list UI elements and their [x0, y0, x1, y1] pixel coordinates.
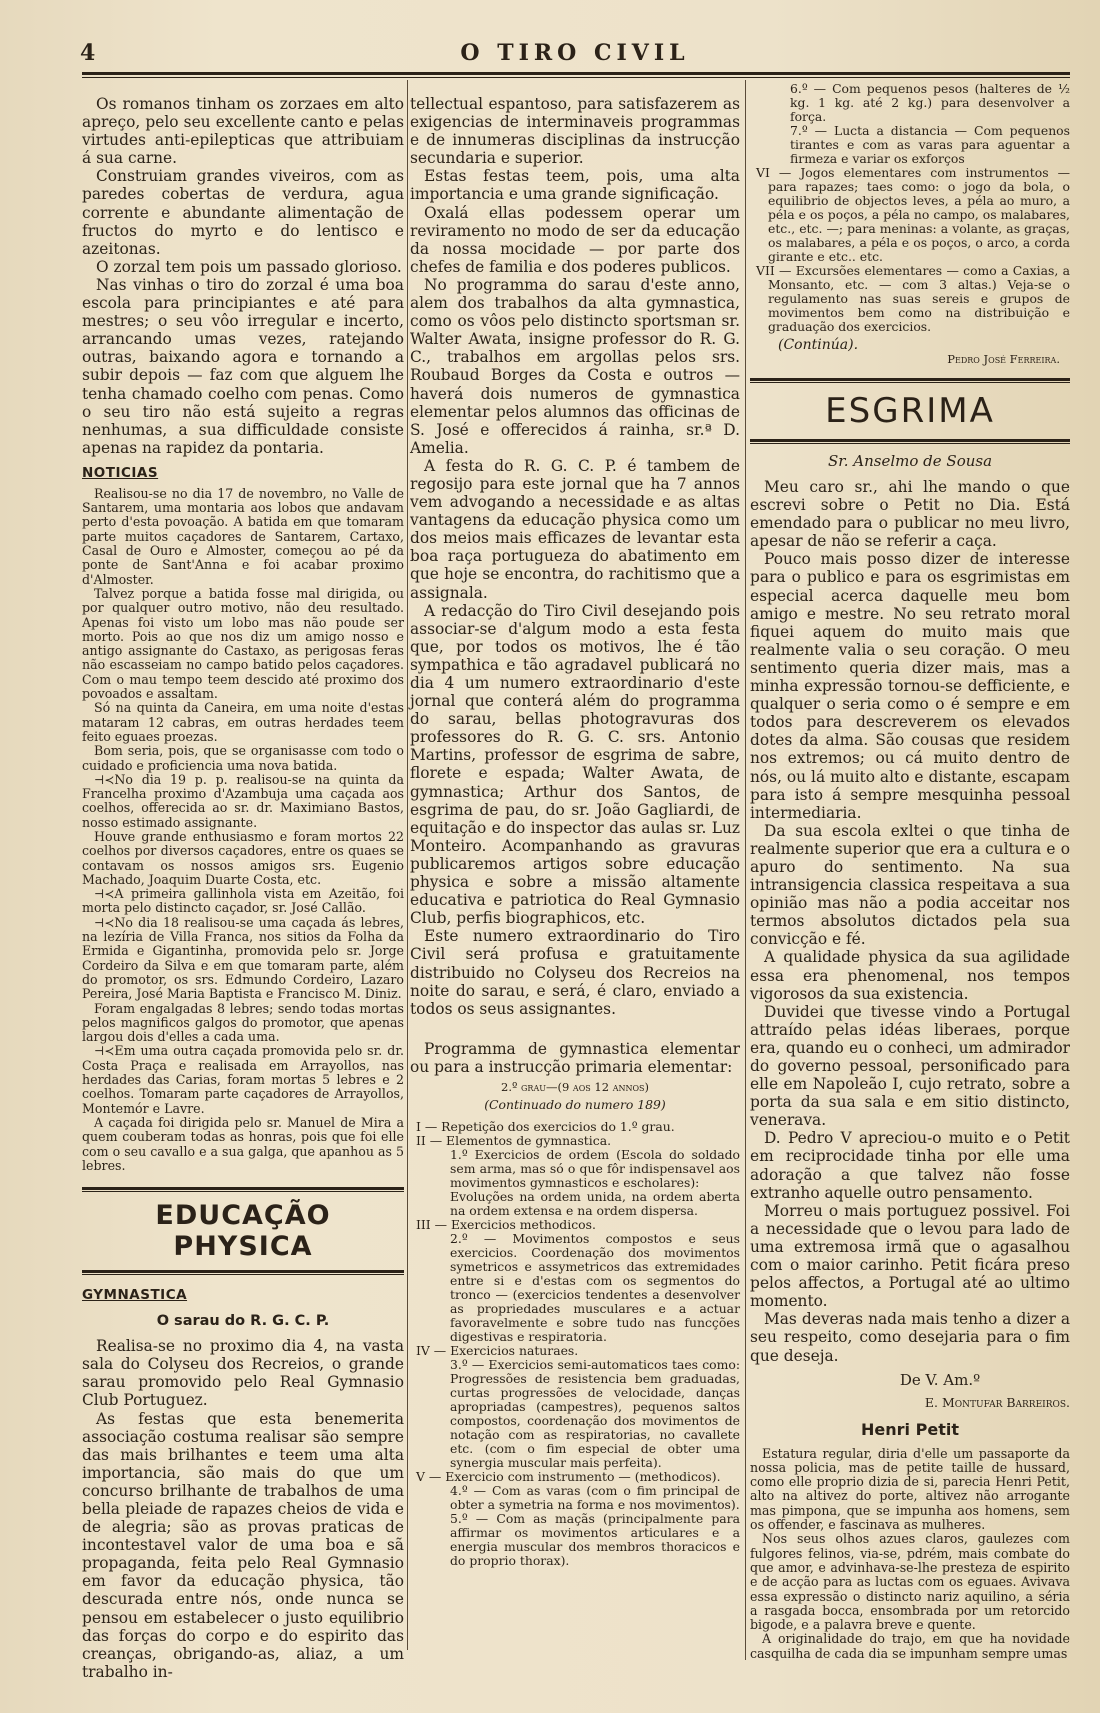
paragraph: O zorzal tem pois um passado glorioso.: [96, 257, 402, 276]
column-1: [82, 95, 404, 1681]
programme-item: 7.º — Lucta a distancia — Com pequenos tirantes e com as varas para aguentar a firmeza e variar os exforços: [790, 123, 1070, 166]
item-marker-icon: ⊣≺: [94, 772, 115, 787]
paragraph: As festas que esta benemerita associação costuma realisar são sempre das mais brilhantes e teem uma alta importancia, são mais do que um concurso brilhante de trabalhos de uma bella pleiade de rapazes cheios de vida e de alegria; são as provas praticas de incontestavel valor de uma boa e sã propaganda, feita pelo Real Gymnasio em favor da educação physica, tão descurada entre nós, onde nunca se pensou em estabelecer o justo equilibrio das forças do corpo e do espirito das creanças, obrigando-as, aliaz, a um trabalho in-: [82, 1409, 404, 1681]
programme-item: 3.º — Exercicios semi-automaticos taes como: Progressões de resistencia bem graduadas, curtas progressões de velocidade, danças apropriadas (campestres), pequenos saltos compostos, coordenação dos movimentos de notação com as respiratorias, no cavallete etc. (com o fim especial de obter uma synergia muscular mais perfeita).: [450, 1356, 740, 1470]
paragraph: Morreu o mais portuguez possivel. Foi a necessidade que o levou para lado de uma extremosa irmã que o agasalhou com o maior carinho. Petit ficára preso pelos affectos, a Portugal até ao ultimo momento.: [750, 1201, 1070, 1311]
programme: [410, 1080, 740, 1568]
paragraph: tellectual espantoso, para satisfazerem as exigencias de interminaveis programmas e de innumeras disciplinas da instrucção secundaria e superior.: [410, 95, 740, 168]
addressee: [750, 452, 1070, 470]
programme-item: 4.º — Com as varas (com o fim principal de obter a symetria na forma e nos movimentos).: [450, 1482, 740, 1512]
paragraph: Estatura regular, diria d'elle um passaporte da nossa policia, mas de petite taille de hussard, como elle proprio dizia de si, parecia Henri Petit, alto na altivez do porte, altivez não arrogante mas pimpona, que se impunha aos homens, sem os offender, e fascinava as mulheres.: [750, 1445, 1070, 1533]
column-divider-1: [407, 80, 408, 1650]
continued-note: (Continuado do numero 189): [484, 1096, 666, 1112]
closing: De V. Am.º: [899, 1370, 981, 1389]
news-item: A caçada foi dirigida pelo sr. Manuel de Mira a quem couberam todas as honras, pois que foi elle com o seu cavallo e a sua galga, que apanhou as 5 lebres.: [82, 1114, 404, 1173]
item-marker-icon: ⊣≺: [94, 1044, 115, 1059]
news-item: Realisou-se no dia 17 de novembro, no Valle de Santarem, uma montaria aos lobos que andavam perto d'esta povoação. A batida em que tomaram parte muitos caçadores de Santarem, Cartaxo, Casal de Ouro e Almoster, começou ao pé da ponte de Sant'Anna e foi acabar proximo d'Almoster.: [82, 485, 404, 587]
continua-text: (Continúa).: [778, 337, 859, 353]
news-item: Foram engalgadas 8 lebres; sendo todas mortas pelos magnificos galgos do promotor, que apenas largou dois d'elles a cada uma.: [82, 1000, 404, 1045]
paragraph: Nas vinhas o tiro do zorzal é uma boa escola para principiantes e até para mestres; o seu vôo irregular e incerto, arrancando umas vezes, ratejando outras, baixando agora e tornando a subir depois — faz com que alguem lhe tenha chamado coelho com penas. Como o seu tiro não está sujeito a regras nenhumas, a sua difficuldade consiste apenas na rapidez da pontaria.: [82, 275, 404, 457]
programme-item: I — Repetição dos exercicios do 1.º grau.: [416, 1118, 675, 1134]
news-item: Talvez porque a batida fosse mal dirigida, ou por qualquer outro motivo, não deu resultado. Apenas foi visto um lobo mas não poude ser morto. Pois ao que nos diz um amigo nosso e antigo assignante do Castaxo, as perigosas feras não escasseiam no campo batido pelos caçadores. Com o mau tempo teem descido até proximo dos povoados e assaltam.: [82, 585, 404, 702]
news-item: [82, 1044, 404, 1115]
paragraph: D. Pedro V apreciou-o muito e o Petit em reciprocidade tinha por elle uma adoração a que talvez não fosse extranho aquelle outro pensamento.: [750, 1129, 1070, 1202]
paragraph: Duvidei que tivesse vindo a Portugal attraído pelas idéas liberaes, porque era, quando eu o conheci, um admirador do governo pessoal, personificado para elle em Napoleão I, cujo retrato, sobre a porta da sua sala e em sitio distincto, venerava.: [750, 1002, 1070, 1130]
news-item: [82, 887, 404, 916]
section-rule: [82, 1270, 404, 1275]
page-number: 4: [80, 40, 96, 66]
column-3: [750, 81, 1070, 1661]
paragraph: Mas deveras nada mais tenho a dizer a seu respeito, como desejaria para o fim que deseja.: [750, 1310, 1070, 1365]
paragraph: A redacção do Tiro Civil desejando pois associar-se d'algum modo a esta festa que, por todos os motivos, lhe é tão sympathica e tão agradavel publicará no dia 4 um numero extraordinario d'este jornal que conterá além do programma do sarau, bellas photogravuras dos professores do R. G. C. srs. Antonio Martins, professor de esgrima de sabre, florete e espada; Walter Awata, de gymnastica; Arthur dos Santos, de esgrima de pau, do sr. João Gagliardi, de equitação e do inspector das aulas sr. Luz Monteiro. Acompanhando as gravuras publicaremos artigos sobre educação physica e sobre a missão altamente educativa e patriotica do Real Gymnasio Club, perfis biographicos, etc.: [410, 601, 740, 928]
news-item: Bom seria, pois, que se organisasse com todo o cuidado e proficiencia uma nova batida.: [82, 743, 404, 773]
news-item: Houve grande enthusiasmo e foram mortos 22 coelhos por diversos caçadores, entre os quaes se contavam os nossos amigos srs. Eugenio Machado, Joaquim Duarte Costa, etc.: [82, 829, 404, 887]
item-marker-icon: ⊣≺: [94, 915, 115, 930]
continua-note: [750, 338, 1070, 352]
news-text: No dia 19 p. p. realisou-se na quinta da Francelha proximo d'Azambuja uma caçada aos coelhos, offerecida ao sr. dr. Maximiano Bastos, nosso estimado assignante.: [82, 771, 404, 830]
signature: E. Montufar Barreiros.: [924, 1394, 1070, 1410]
programme-item: III — Exercicios methodicos.: [416, 1216, 596, 1232]
section-rule: [750, 439, 1070, 444]
programme-grade: 2.º grau—(9 aos 12 annos): [501, 1079, 649, 1094]
paragraph: Meu caro sr., ahi lhe mando o que escrevi sobre o Petit no Dia. Está emendado para o publicar no meu livro, apesar de não se referir a caça.: [750, 478, 1070, 551]
programme-item: VII — Excursões elementares — como a Caxias, a Monsanto, etc. — com 3 altas.) Veja-se o regulamento nas suas sereis e grupos de movimentos bem como na distribuição e graduação dos exercicios.: [756, 263, 1070, 334]
paragraph: Os romanos tinham os zorzaes em alto apreço, pelo seu excellente canto e pelas virtudes anti-epilepticas que attribuiam á sua carne.: [82, 95, 404, 168]
article-title: Henri Petit: [861, 1419, 959, 1439]
news-item: [82, 773, 404, 830]
paragraph: Nos seus olhos azues claros, gaulezes com fulgores felinos, via-se, pdrém, mais combate do que amor, e advinhava-se-lhe presteza de espirito e de acção para as luctas com os eguaes. Avivava essa expressão o distincto nariz aquilino, a séria a rasgada bocca, ensombrada por um retorcido bigode, e a palavra breve e quente.: [750, 1531, 1070, 1633]
paragraph: Oxalá ellas podessem operar um reviramento no modo de ser da educação da nossa mocidade — por parte dos chefes de familia e dos poderes publicos.: [410, 203, 740, 276]
section-label-noticias: NOTICIAS: [82, 464, 159, 481]
news-text: A primeira gallinhola vista em Azeitão, foi morta pelo distincto caçador, sr. José Callão.: [82, 886, 404, 916]
section-label-gymnastica: GYMNASTICA: [82, 1287, 188, 1304]
paragraph: Este numero extraordinario do Tiro Civil será profusa e gratuitamente distribuido no Colyseu dos Recreios na noite do sarau, e será, é claro, enviado a todos os seus assignantes.: [410, 927, 740, 1018]
programme-item: IV — Exercicios naturaes.: [416, 1342, 579, 1358]
item-marker-icon: ⊣≺: [94, 887, 115, 902]
news-text: No dia 18 realisou-se uma caçada ás lebres, na lezíria de Villa Franca, nos sitios da Folha da Ermida e Gigantinha, promovida pelo sr. Jorge Cordeiro da Silva e em que tomaram parte, além do promotor, os srs. Edmundo Cordeiro, Lazaro Pereira, José Maria Baptista e Francisco M. Diniz.: [82, 914, 404, 1002]
programme-item: Evoluções na ordem unida, na ordem aberta na ordem extensa e na ordem dispersa.: [450, 1188, 740, 1218]
programme-continued-list: [750, 82, 1070, 366]
paragraph: Da sua escola exltei o que tinha de realmente superior que era a cultura e o apuro do sentimento. Na sua intransigencia classica respeitava a sua opinião mas não a podia acceitar nos termos absolutos dictados pela sua convicção e fé.: [750, 821, 1070, 949]
page-header: [80, 40, 1070, 72]
paragraph: Pouco mais posso dizer de interesse para o publico e para os esgrimistas em especial acerca daquelle meu bom amigo e mestre. No seu retrato moral fiquei aquem do muito mais que realmente valia o seu coração. O meu sentimento queria dizer mais, mas a minha expressão tornou-se defficiente, e qualquer o seria como o é sempre e em todos para descreverem os elevados dotes da alma. São cousas que residem nos extremos; ou cá muito dentro de nós, ou lá muito alto e distante, escapam para isto á sempre mesquinha pessoal intermediaria.: [750, 550, 1070, 822]
programme-intro: Programma de gymnastica elementar ou para a instrucção primaria elementar:: [410, 1039, 740, 1076]
column-divider-2: [745, 80, 746, 1660]
programme-item: VI — Jogos elementares com instrumentos — para rapazes; taes como: o jogo da bola, o equilibrio de objectos leves, a péla ao muro, a péla e os poços, a péla no campo, os malabares, etc., etc. —; para meninas: a volante, as graças, os malabares, a péla e os poços, o arco, a corda girante e etc.. etc.: [756, 165, 1070, 264]
programme-item: II — Elementos de gymnastica.: [416, 1132, 612, 1148]
programme-item: 1.º Exercicios de ordem (Escola do soldado sem arma, mas só o que fôr indispensavel aos movimentos gymnasticos e escholares):: [450, 1146, 740, 1190]
programme-item: 6.º — Com pequenos pesos (halteres de ½ kg. 1 kg. até 2 kg.) para desenvolver a força.: [790, 81, 1070, 124]
news-item: [82, 916, 404, 1002]
programme-continued: [410, 1098, 740, 1112]
paragraph: No programma do sarau d'este anno, alem dos trabalhos da alta gymnastica, como os vôos pelo distincto sportsman sr. Walter Awata, insigne professor do R. G. C., trabalhos em argollas pelos srs. Roubaud Borges da Costa e outros — haverá dois numeros de gymnastica elementar pelos alumnos das officinas de S. José e offerecidos á rainha, sr.ª D. Amelia.: [410, 275, 740, 457]
addressee-name: Sr. Anselmo de Sousa: [827, 452, 993, 470]
news-item: Só na quinta da Caneira, em uma noite d'estas mataram 12 cabras, em outras herdades teem feito eguaes proezas.: [82, 700, 404, 744]
signature: Pedro José Ferreira.: [947, 352, 1060, 366]
paragraph: A qualidade physica da sua agilidade essa era phenomenal, nos tempos vigorosos da sua existencia.: [750, 948, 1070, 1003]
programme-item: 5.º — Com as maçãs (principalmente para affirmar os movimentos articulares e a energia muscular dos membros thoracicos e do proprio thorax).: [450, 1510, 740, 1568]
esgrima-title: ESGRIMA: [825, 391, 995, 431]
paragraph: Construiam grandes viveiros, com as paredes cobertas de verdura, agua corrente e abundante alimentação de fructos do myrto e do lentisco e azeitonas.: [82, 167, 404, 258]
article-title: O sarau do R. G. C. P.: [156, 1313, 330, 1330]
news-text: Em uma outra caçada promovida pelo sr. dr. Costa Praça e realisada em Arrayollos, nas herdades das Carias, foram mortas 5 lebres e 2 coelhos. Tomaram parte caçadores de Arrayollos, Montemór e Lavre.: [82, 1043, 404, 1116]
programme-item: V — Exercicio com instrumento — (methodicos).: [416, 1468, 721, 1484]
masthead: O TIRO CIVIL: [460, 40, 690, 66]
paragraph: A originalidade do trajo, em que ha novidade casquilha de cada dia se impunham sempre umas: [750, 1631, 1070, 1661]
programme-item: 2.º — Movimentos compostos e seus exercicios. Coordenação dos movimentos symetricos e assymetricos das extremidades entre si e d'estas com os segmentos do tronco — (exercicios tendentes a desenvolver as propriedades musculares e a actuar favoravelmente e sobre tudo nas funcções digestivas e respiratoria.: [450, 1230, 740, 1344]
edu-physica-title: EDUCAÇÃO PHYSICA: [155, 1200, 331, 1263]
paragraph: Realisa-se no proximo dia 4, na vasta sala do Colyseu dos Recreios, o grande sarau promovido pelo Real Gymnasio Club Portuguez.: [82, 1337, 404, 1410]
section-rule: [750, 378, 1070, 383]
section-rule: [82, 1187, 404, 1192]
noticias-list: [82, 487, 404, 1173]
paragraph: A festa do R. G. C. P. é tambem de regosijo para este jornal que ha 7 annos vem advogando a necessidade e as altas vantagens da educação physica como um dos meios mais efficazes de levantar esta boa raça portugueza do abatimento em que hoje se encontra, do rachitismo que a assignala.: [410, 456, 740, 602]
column-2: [410, 95, 740, 1655]
zorzal-article: [82, 95, 404, 457]
header-rule: [82, 72, 1070, 78]
paragraph: Estas festas teem, pois, uma alta importancia e uma grande significação.: [410, 167, 740, 204]
